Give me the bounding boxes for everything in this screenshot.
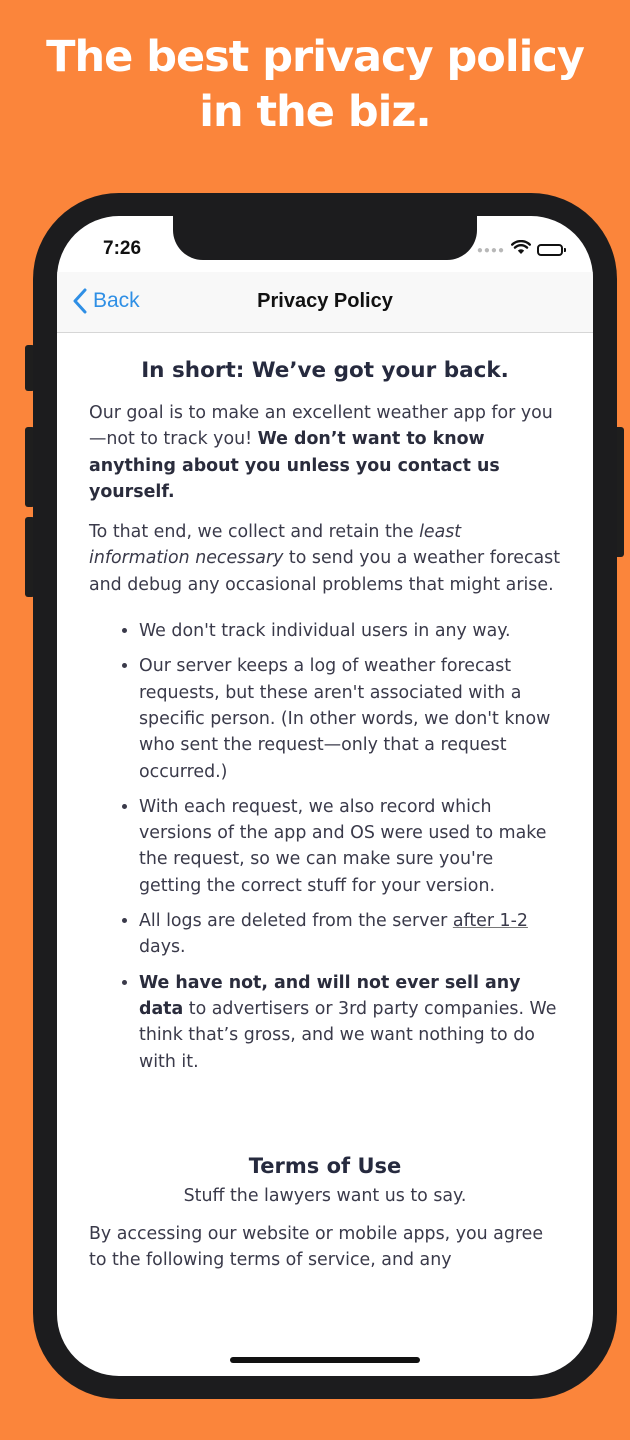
policy-bullets <box>89 618 561 1075</box>
policy-intro <box>89 400 561 505</box>
policy-heading: In short: We’ve got your back. <box>141 358 509 383</box>
notch <box>173 216 477 260</box>
phone-screen <box>57 216 593 1376</box>
list-item: • With each request, we also record which versions of the app and OS were used to make the request, so we can make sure you're getting the correct stuff for your version. <box>139 794 561 899</box>
battery-icon <box>537 244 563 256</box>
bullet5-bold: We have not, and will not ever sell any data <box>139 972 521 1019</box>
terms-body: By accessing our website or mobile apps, you agree to the following terms of service, and any <box>89 1224 544 1271</box>
home-indicator[interactable] <box>230 1357 420 1363</box>
p2-italic: least information necessary <box>89 522 462 569</box>
list-item: • Our server keeps a log of weather forecast requests, but these aren't associated with a specific person. (In other words, we don't know who sent the request—only that a request occurred.) <box>139 653 561 784</box>
policy-content[interactable] <box>89 334 561 1274</box>
terms-subtitle: Stuff the lawyers want us to say. <box>183 1185 467 1206</box>
policy-paragraph-2 <box>89 519 561 598</box>
intro-text: Our goal is to make an excellent weather app for you—not to track you! <box>89 403 553 450</box>
p2-start: To that end, we collect and retain the <box>89 522 420 543</box>
promo-headline <box>0 30 630 140</box>
back-label: Back <box>93 289 140 312</box>
signal-dots-icon: ●●●● <box>476 244 505 256</box>
bullet4-start: All logs are deleted from the server <box>139 911 453 932</box>
terms-title: Terms of Use <box>248 1153 402 1178</box>
status-icons <box>477 240 563 260</box>
page-title: Privacy Policy <box>257 290 393 312</box>
status-time: 7:26 <box>103 238 142 259</box>
list-item: • We don't track individual users in any way. <box>139 618 561 644</box>
bullet4-end: days. <box>139 937 186 958</box>
wifi-icon <box>511 240 531 260</box>
headline-line-2: in the biz. <box>199 87 431 137</box>
navigation-bar <box>57 272 593 333</box>
headline-line-1: The best privacy policy <box>46 32 584 82</box>
intro-bold-text: We don’t want to know anything about you unless you contact us yourself. <box>89 429 500 502</box>
list-item <box>139 970 561 1075</box>
log-retention-link[interactable]: after 1-2 <box>452 911 528 932</box>
list-item <box>139 908 561 961</box>
p2-end: to send you a weather forecast and debug any occasional problems that might arise. <box>89 548 561 595</box>
bullet5-rest: to advertisers or 3rd party companies. We think that’s gross, and we want nothing to do with it. <box>139 998 557 1072</box>
